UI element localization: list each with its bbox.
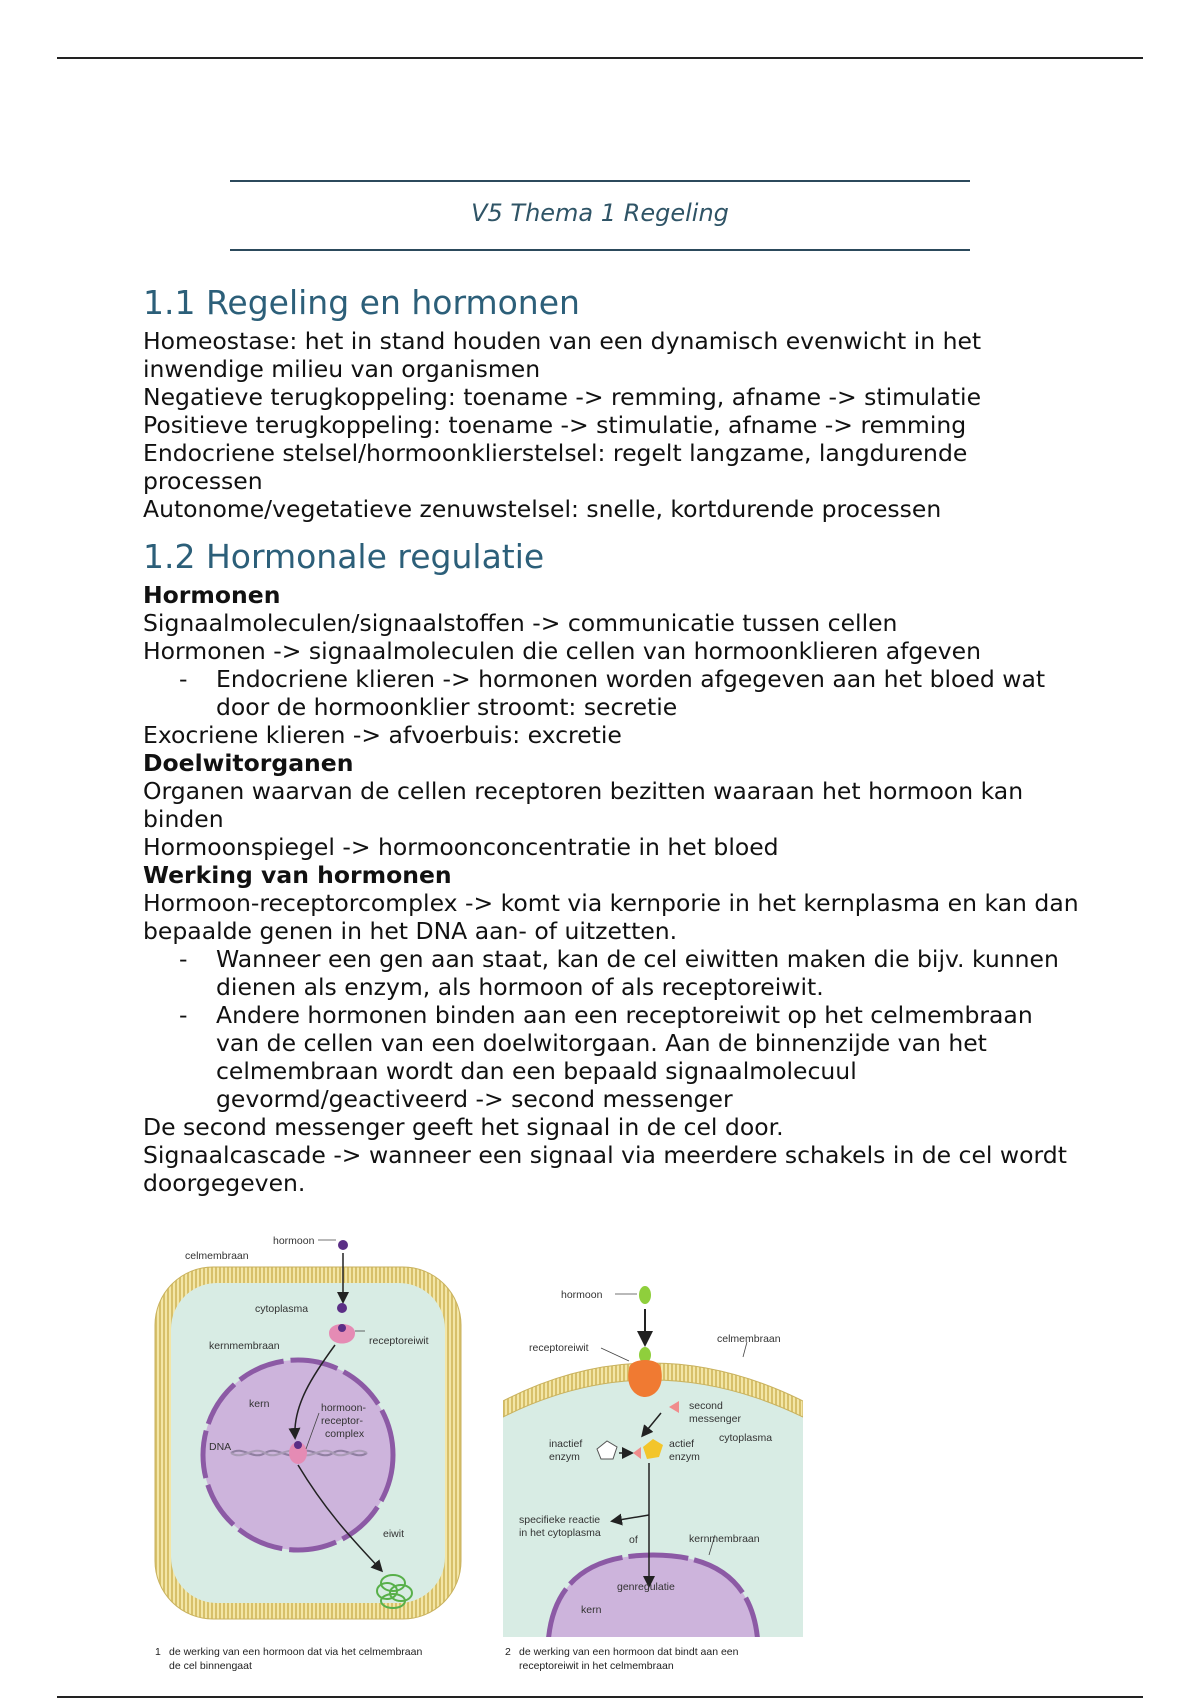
- label-complex-3: complex: [325, 1428, 365, 1440]
- label-kern: kern: [249, 1398, 270, 1410]
- title-rule-top: [230, 180, 970, 182]
- label-of: of: [629, 1534, 638, 1546]
- subheading-hormonen: Hormonen: [143, 581, 281, 609]
- label-celmembraan-right: celmembraan: [717, 1333, 781, 1345]
- section-heading-1-2: 1.2 Hormonale regulatie: [143, 537, 545, 576]
- title-rule-bottom: [230, 249, 970, 251]
- bullet-text: Endocriene klieren -> hormonen worden afgegeven aan het bloed wat door de hormoonklier stroomt: secretie: [216, 665, 1046, 721]
- hormone-diagram-figure: [143, 1225, 803, 1675]
- label-genregulatie: genregulatie: [617, 1581, 675, 1593]
- complex-hormone: [294, 1441, 302, 1449]
- label-complex-1: hormoon-: [321, 1402, 366, 1414]
- paragraph-exocriene-klieren: Exocriene klieren -> afvoerbuis: excretie: [143, 721, 622, 749]
- subheading-werking-van-hormonen: Werking van hormonen: [143, 861, 452, 889]
- paragraph-hormonen: Hormonen -> signaalmoleculen die cellen van hormoonklieren afgeven: [143, 637, 982, 665]
- label-actief-1: actief: [669, 1438, 695, 1450]
- section-heading-1-1: 1.1 Regeling en hormonen: [143, 283, 580, 322]
- document-title: V5 Thema 1 Regeling: [471, 199, 729, 227]
- bullet-text: Andere hormonen binden aan een receptoreiwit op het celmembraan van de cellen van een doelwitorgaan. Aan de binnenzijde van het celmembraan wordt dan een bepaald signaalmolecuul gevormd/geactiveerd -> second messenger: [216, 1001, 1033, 1113]
- bullet-dash: -: [179, 1001, 188, 1029]
- caption-1-line-2: de cel binnengaat: [169, 1660, 252, 1672]
- receptor-bound-hormone: [338, 1324, 346, 1332]
- label-actief-2: enzym: [669, 1451, 700, 1463]
- label-dna: DNA: [209, 1441, 232, 1453]
- paragraph-homeostase: Homeostase: het in stand houden van een dynamisch evenwicht in het inwendige milieu van organismen: [143, 327, 982, 383]
- label-complex-2: receptor-: [321, 1415, 364, 1427]
- top-rule: [57, 57, 1143, 59]
- label-receptoreiwit: receptoreiwit: [369, 1335, 429, 1347]
- label-kernmembraan-right: kernmembraan: [689, 1533, 760, 1545]
- label-eiwit: eiwit: [383, 1528, 405, 1540]
- paragraph-endocriene-stelsel: Endocriene stelsel/hormoonklierstelsel: regelt langzame, langdurende processen: [143, 439, 968, 495]
- label-cytoplasma-right: cytoplasma: [719, 1432, 773, 1444]
- hormone-molecule: [338, 1240, 348, 1250]
- paragraph-hormoon-receptorcomplex: Hormoon-receptorcomplex -> komt via kernporie in het kernplasma en kan dan bepaalde genen in het DNA aan- of uitzetten.: [143, 889, 1079, 945]
- paragraph-hormoonspiegel: Hormoonspiegel -> hormoonconcentratie in het bloed: [143, 833, 779, 861]
- label-receptoreiwit-right: receptoreiwit: [529, 1342, 589, 1354]
- caption-1-line-1: de werking van een hormoon dat via het celmembraan: [169, 1646, 423, 1658]
- paragraph-organen: Organen waarvan de cellen receptoren bezitten waaraan het hormoon kan binden: [143, 777, 1024, 833]
- caption-2-line-1: de werking van een hormoon dat bindt aan een: [519, 1646, 739, 1658]
- bullet-andere-hormonen: [143, 1001, 1083, 1113]
- bullet-dash: -: [179, 945, 188, 973]
- label-hormoon: hormoon: [273, 1235, 315, 1247]
- hormone-molecule-inside: [337, 1303, 347, 1313]
- bullet-endocriene-klieren: [143, 665, 1083, 721]
- paragraph-signaalcascade: Signaalcascade -> wanneer een signaal via meerdere schakels in de cel wordt doorgegeven.: [143, 1141, 1067, 1197]
- bottom-rule: [57, 1696, 1143, 1698]
- diagram-intracellular-receptor: [155, 1235, 461, 1672]
- paragraph-signaalmoleculen: Signaalmoleculen/signaalstoffen -> communicatie tussen cellen: [143, 609, 898, 637]
- label-second-1: second: [689, 1400, 723, 1412]
- caption-2-line-2: receptoreiwit in het celmembraan: [519, 1660, 674, 1672]
- label-kernmembraan: kernmembraan: [209, 1340, 280, 1352]
- label-celmembraan: celmembraan: [185, 1250, 249, 1262]
- label-specifiek-2: in het cytoplasma: [519, 1527, 601, 1539]
- label-specifiek-1: specifieke reactie: [519, 1514, 601, 1526]
- label-inactief-1: inactief: [549, 1438, 583, 1450]
- label-inactief-2: enzym: [549, 1451, 580, 1463]
- bullet-dash: -: [179, 665, 188, 693]
- document-body: [143, 283, 1083, 1197]
- label-kern-right: kern: [581, 1604, 602, 1616]
- paragraph-autonome-zenuwstelsel: Autonome/vegetatieve zenuwstelsel: snelle, kortdurende processen: [143, 495, 942, 523]
- paragraph-second-messenger: De second messenger geeft het signaal in de cel door.: [143, 1113, 784, 1141]
- label-second-2: messenger: [689, 1413, 741, 1425]
- label-hormoon-right: hormoon: [561, 1289, 603, 1301]
- paragraph-negatieve-terugkoppeling: Negatieve terugkoppeling: toename -> remming, afname -> stimulatie: [143, 383, 982, 411]
- diagram-membrane-receptor: [503, 1286, 803, 1672]
- caption-1-number: 1: [155, 1646, 161, 1658]
- bullet-gen-aan: [143, 945, 1083, 1001]
- bullet-text: Wanneer een gen aan staat, kan de cel eiwitten maken die bijv. kunnen dienen als enzym, als hormoon of als receptoreiwit.: [216, 945, 1059, 1001]
- caption-2-number: 2: [505, 1646, 511, 1658]
- label-cytoplasma: cytoplasma: [255, 1303, 309, 1315]
- label-line-receptoreiwit-right: [601, 1348, 629, 1361]
- paragraph-positieve-terugkoppeling: Positieve terugkoppeling: toename -> stimulatie, afname -> remming: [143, 411, 967, 439]
- subheading-doelwitorganen: Doelwitorganen: [143, 749, 354, 777]
- hormone-molecule-right: [639, 1286, 651, 1304]
